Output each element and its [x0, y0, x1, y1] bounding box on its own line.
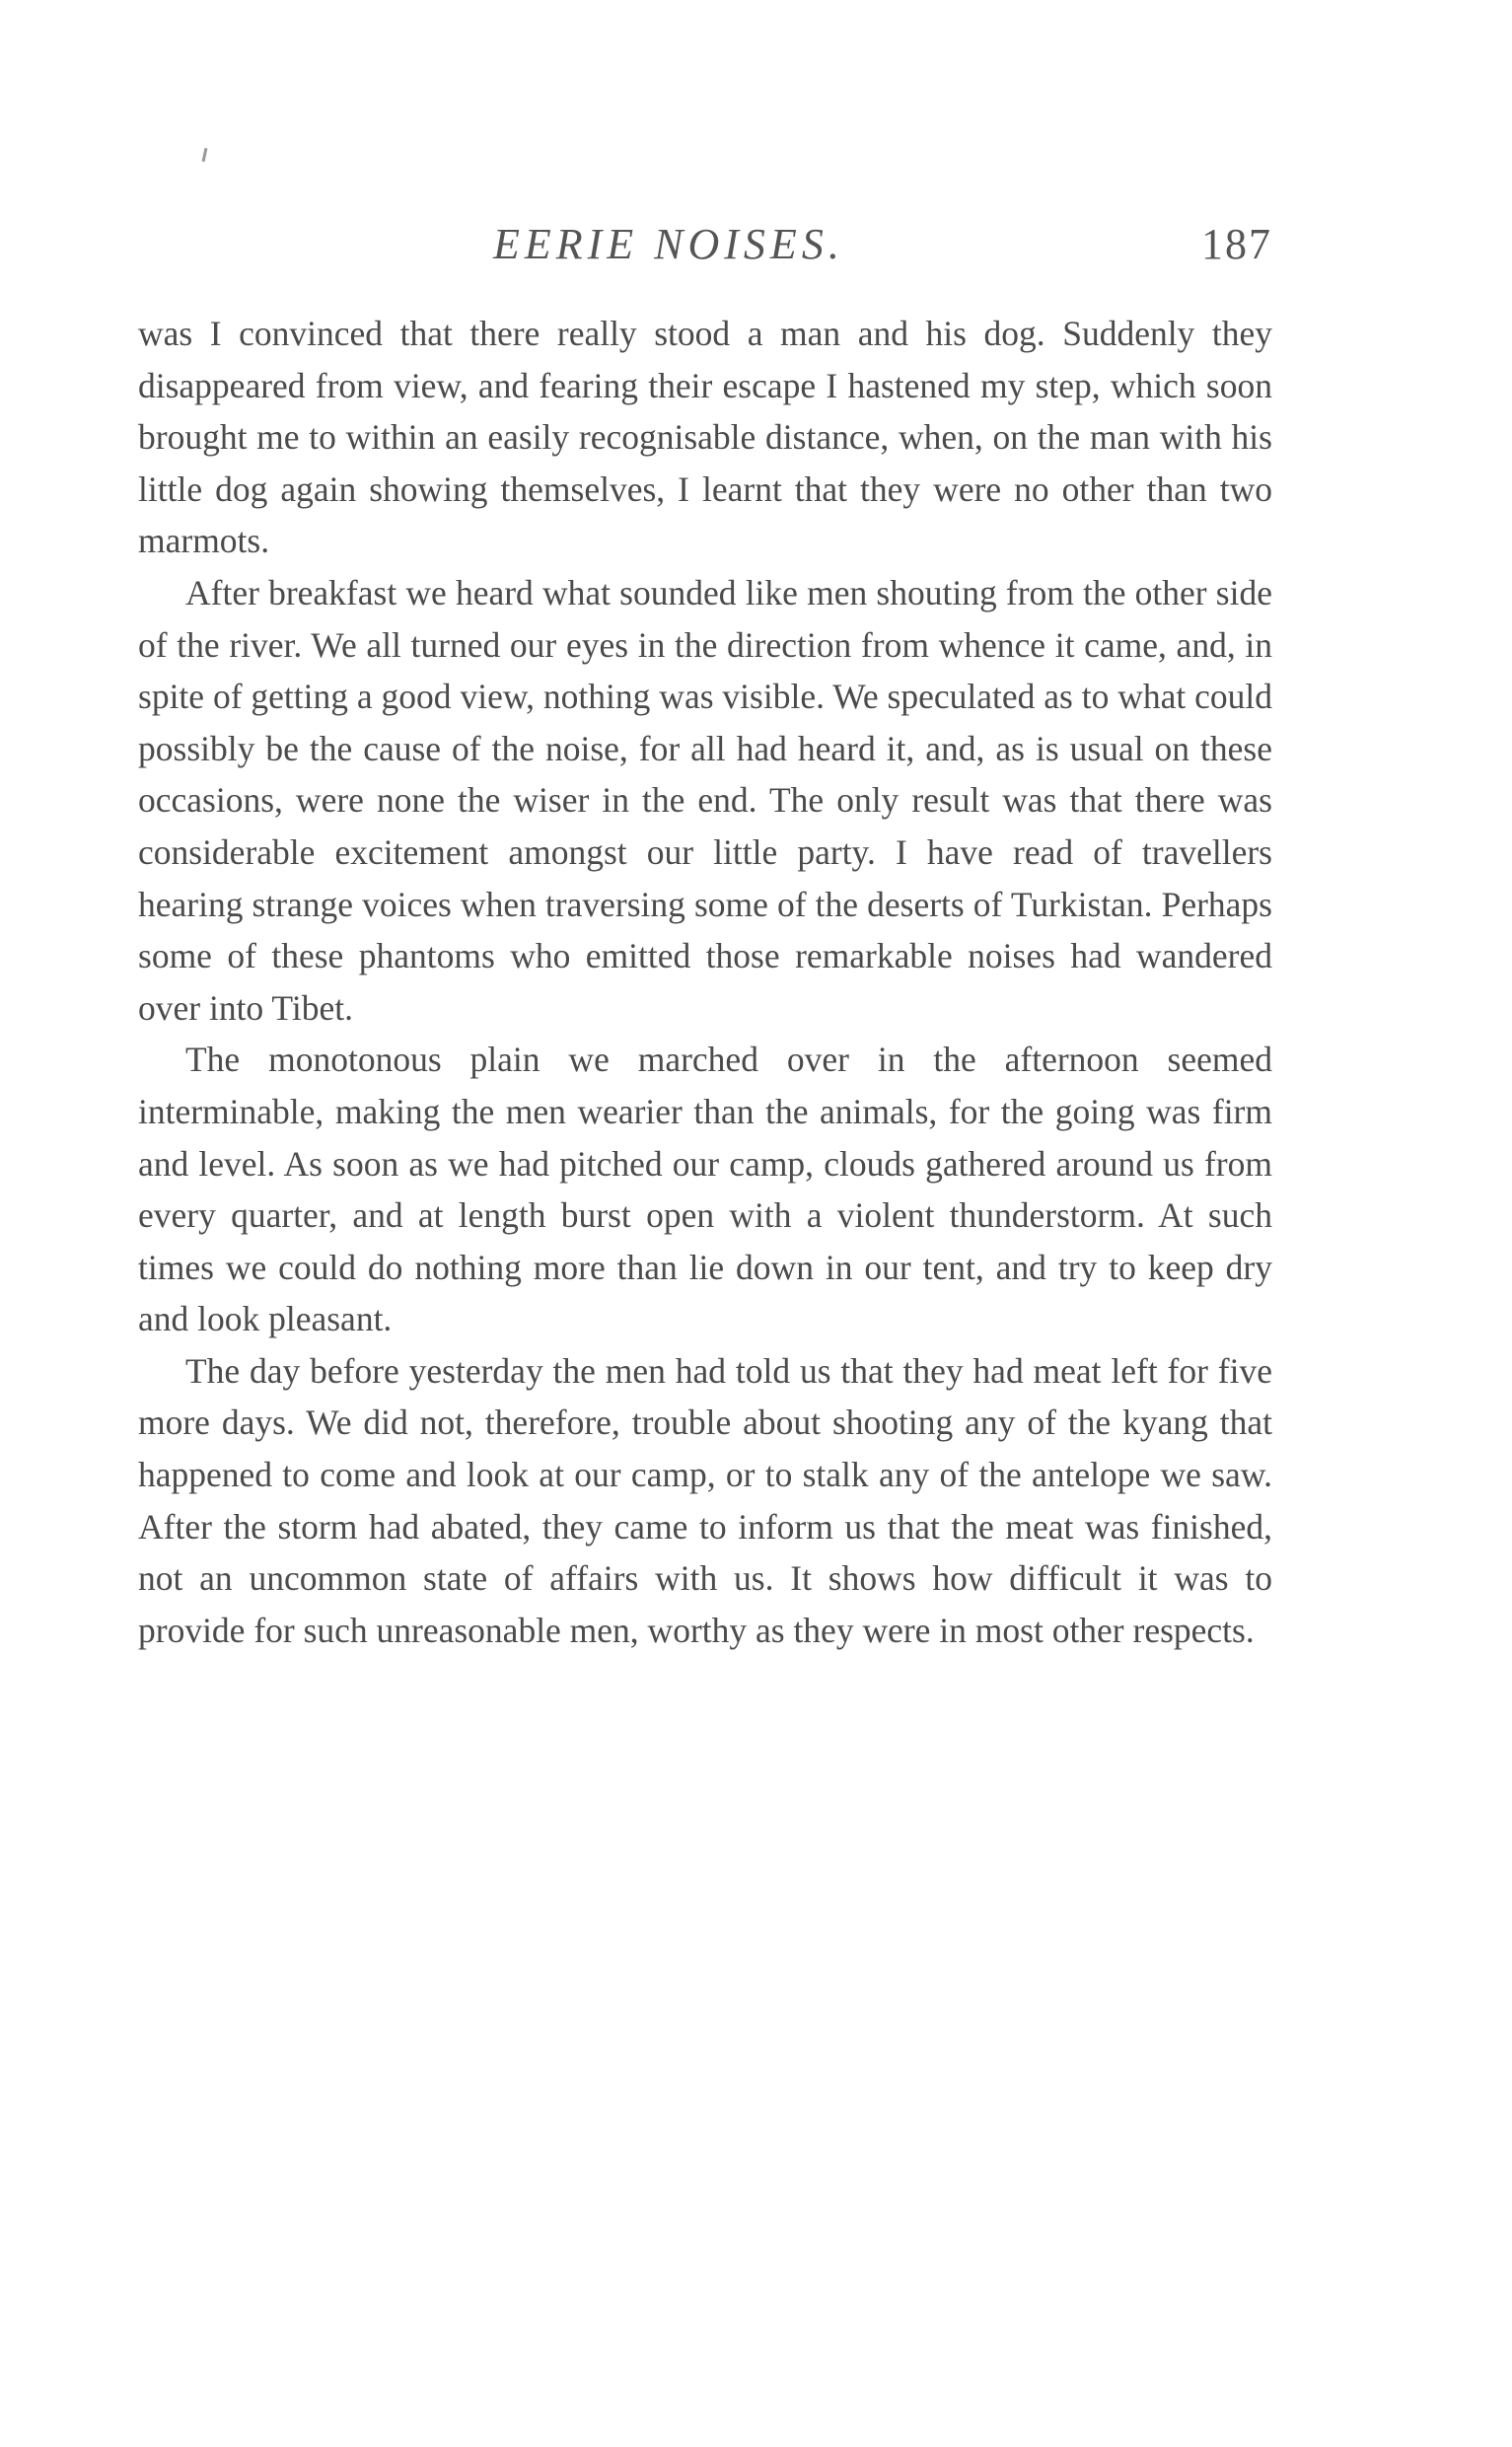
- body-text: [138, 308, 1272, 1656]
- paragraph-1: was I convinced that there really stood a man and his dog. Suddenly they disappeared from view, and fearing their escape I hastened my step, which soon brought me to within an easily recognisable distance, when, on the man with his little dog again showing themselves, I learnt that they were no other than two marmots.: [138, 314, 1272, 561]
- running-head: EERIE NOISES.: [493, 220, 844, 268]
- page-header: [138, 219, 1272, 278]
- stray-mark: [202, 148, 208, 162]
- paragraph-4: The day before yesterday the men had told us that they had meat left for five more days. We did not, therefore, trouble about shooting any of the kyang that happened to come and look at our camp, or to stalk any of the antelope we saw. After the storm had abated, they came to inform us that the meat was finished, not an uncommon state of affairs with us. It shows how difficult it was to provide for such unreasonable men, worthy as they were in most other respects.: [138, 1350, 1272, 1650]
- page-number: 187: [1201, 220, 1272, 268]
- paragraph-3: The monotonous plain we marched over in the afternoon seemed interminable, making the men wearier than the animals, for the going was firm and level. As soon as we had pitched our camp, clouds gathered around us from every quarter, and at length burst open with a violent thunderstorm. At such times we could do nothing more than lie down in our tent, and try to keep dry and look pleasant.: [138, 1040, 1272, 1339]
- paragraph-2: After breakfast we heard what sounded like men shouting from the other side of the river. We all turned our eyes in the direction from whence it came, and, in spite of getting a good view, nothing was visible. We speculated as to what could possibly be the cause of the noise, for all had heard it, and, as is usual on these occasions, were none the wiser in the end. The only result was that there was considerable excitement amongst our little party. I have read of travellers hearing strange voices when traversing some of the deserts of Turkistan. Perhaps some of these phantoms who emitted those remarkable noises had wandered over into Tibet.: [138, 572, 1272, 1028]
